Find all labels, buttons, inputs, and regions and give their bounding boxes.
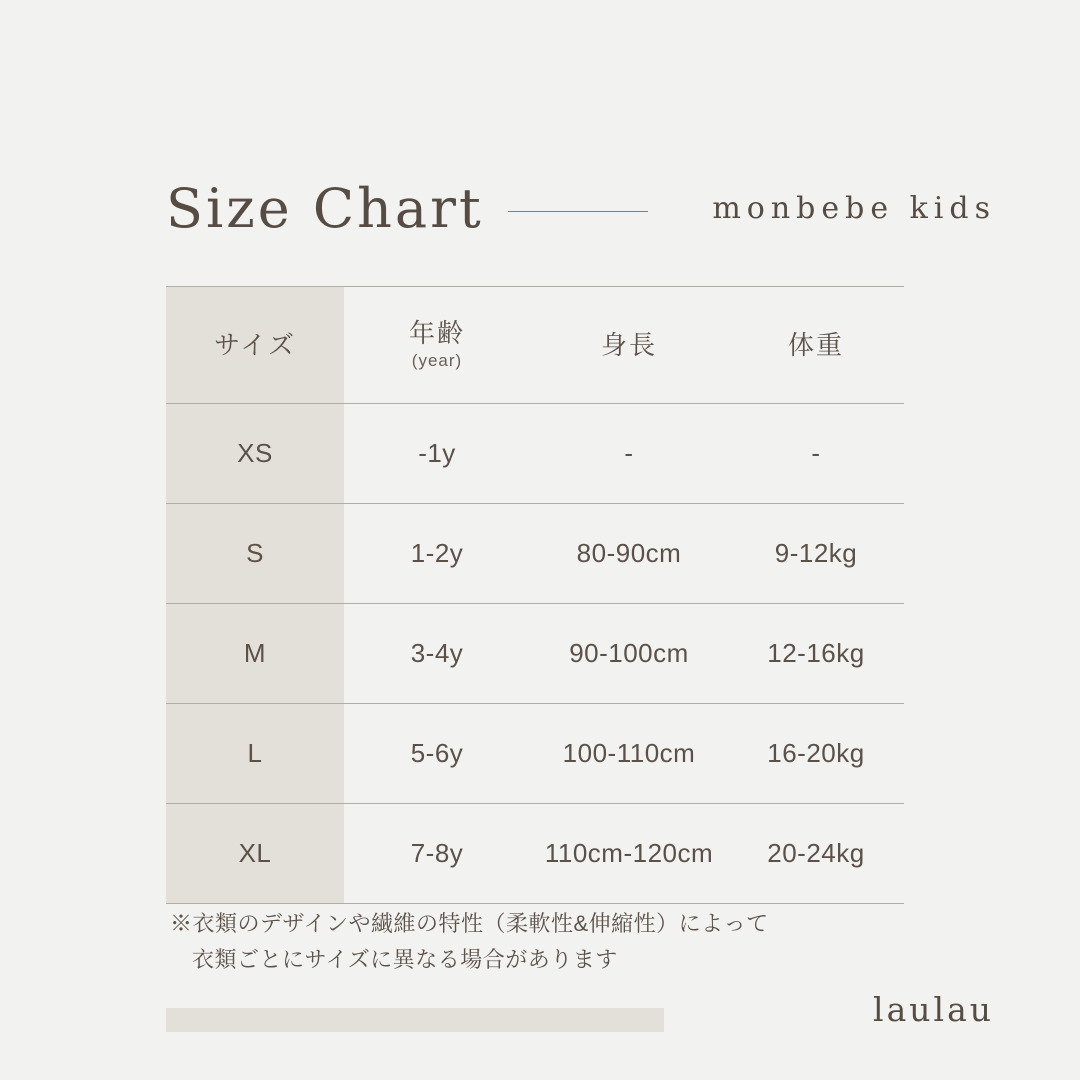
- table-header-row: [166, 287, 904, 404]
- page-title: Size Chart: [166, 176, 484, 240]
- cell-size: L: [166, 704, 344, 804]
- footer-accent-bar: [166, 1008, 664, 1032]
- table-row: [166, 404, 904, 504]
- table-row: [166, 504, 904, 604]
- cell-height: 80-90cm: [530, 504, 728, 604]
- cell-size: XL: [166, 804, 344, 904]
- footnote-line-2: 衣類ごとにサイズに異なる場合があります: [192, 947, 618, 973]
- cell-size: S: [166, 504, 344, 604]
- table-row: [166, 704, 904, 804]
- cell-age: -1y: [344, 404, 530, 504]
- brand-name: monbebe kids: [712, 190, 996, 226]
- column-header-size: [166, 287, 344, 404]
- cell-age: 5-6y: [344, 704, 530, 804]
- cell-height: 90-100cm: [530, 604, 728, 704]
- cell-height: 110cm-120cm: [530, 804, 728, 904]
- cell-age: 1-2y: [344, 504, 530, 604]
- footnote: [170, 906, 970, 979]
- column-header-weight: [728, 287, 904, 404]
- title-divider: [508, 211, 648, 212]
- column-header-age-label: 年齢: [408, 317, 465, 348]
- column-header-age-unit: (year): [411, 351, 463, 371]
- column-header-age: [344, 287, 530, 404]
- cell-age: 7-8y: [344, 804, 530, 904]
- footer-logo: laulau: [873, 990, 994, 1029]
- column-header-weight-label: 体重: [787, 329, 844, 360]
- column-header-height-label: 身長: [600, 329, 657, 360]
- cell-weight: 20-24kg: [728, 804, 904, 904]
- cell-height: 100-110cm: [530, 704, 728, 804]
- cell-age: 3-4y: [344, 604, 530, 704]
- column-header-size-label: サイズ: [214, 329, 296, 360]
- size-table-container: [166, 286, 904, 904]
- page-header: [166, 168, 996, 248]
- column-header-height: [530, 287, 728, 404]
- cell-weight: 9-12kg: [728, 504, 904, 604]
- table-row: [166, 604, 904, 704]
- cell-weight: 16-20kg: [728, 704, 904, 804]
- table-row: [166, 804, 904, 904]
- cell-weight: 12-16kg: [728, 604, 904, 704]
- cell-weight: -: [728, 404, 904, 504]
- cell-size: M: [166, 604, 344, 704]
- size-table: [166, 286, 904, 904]
- cell-size: XS: [166, 404, 344, 504]
- cell-height: -: [530, 404, 728, 504]
- footnote-line-1: ※衣類のデザインや繊維の特性（柔軟性&伸縮性）によって: [170, 911, 769, 936]
